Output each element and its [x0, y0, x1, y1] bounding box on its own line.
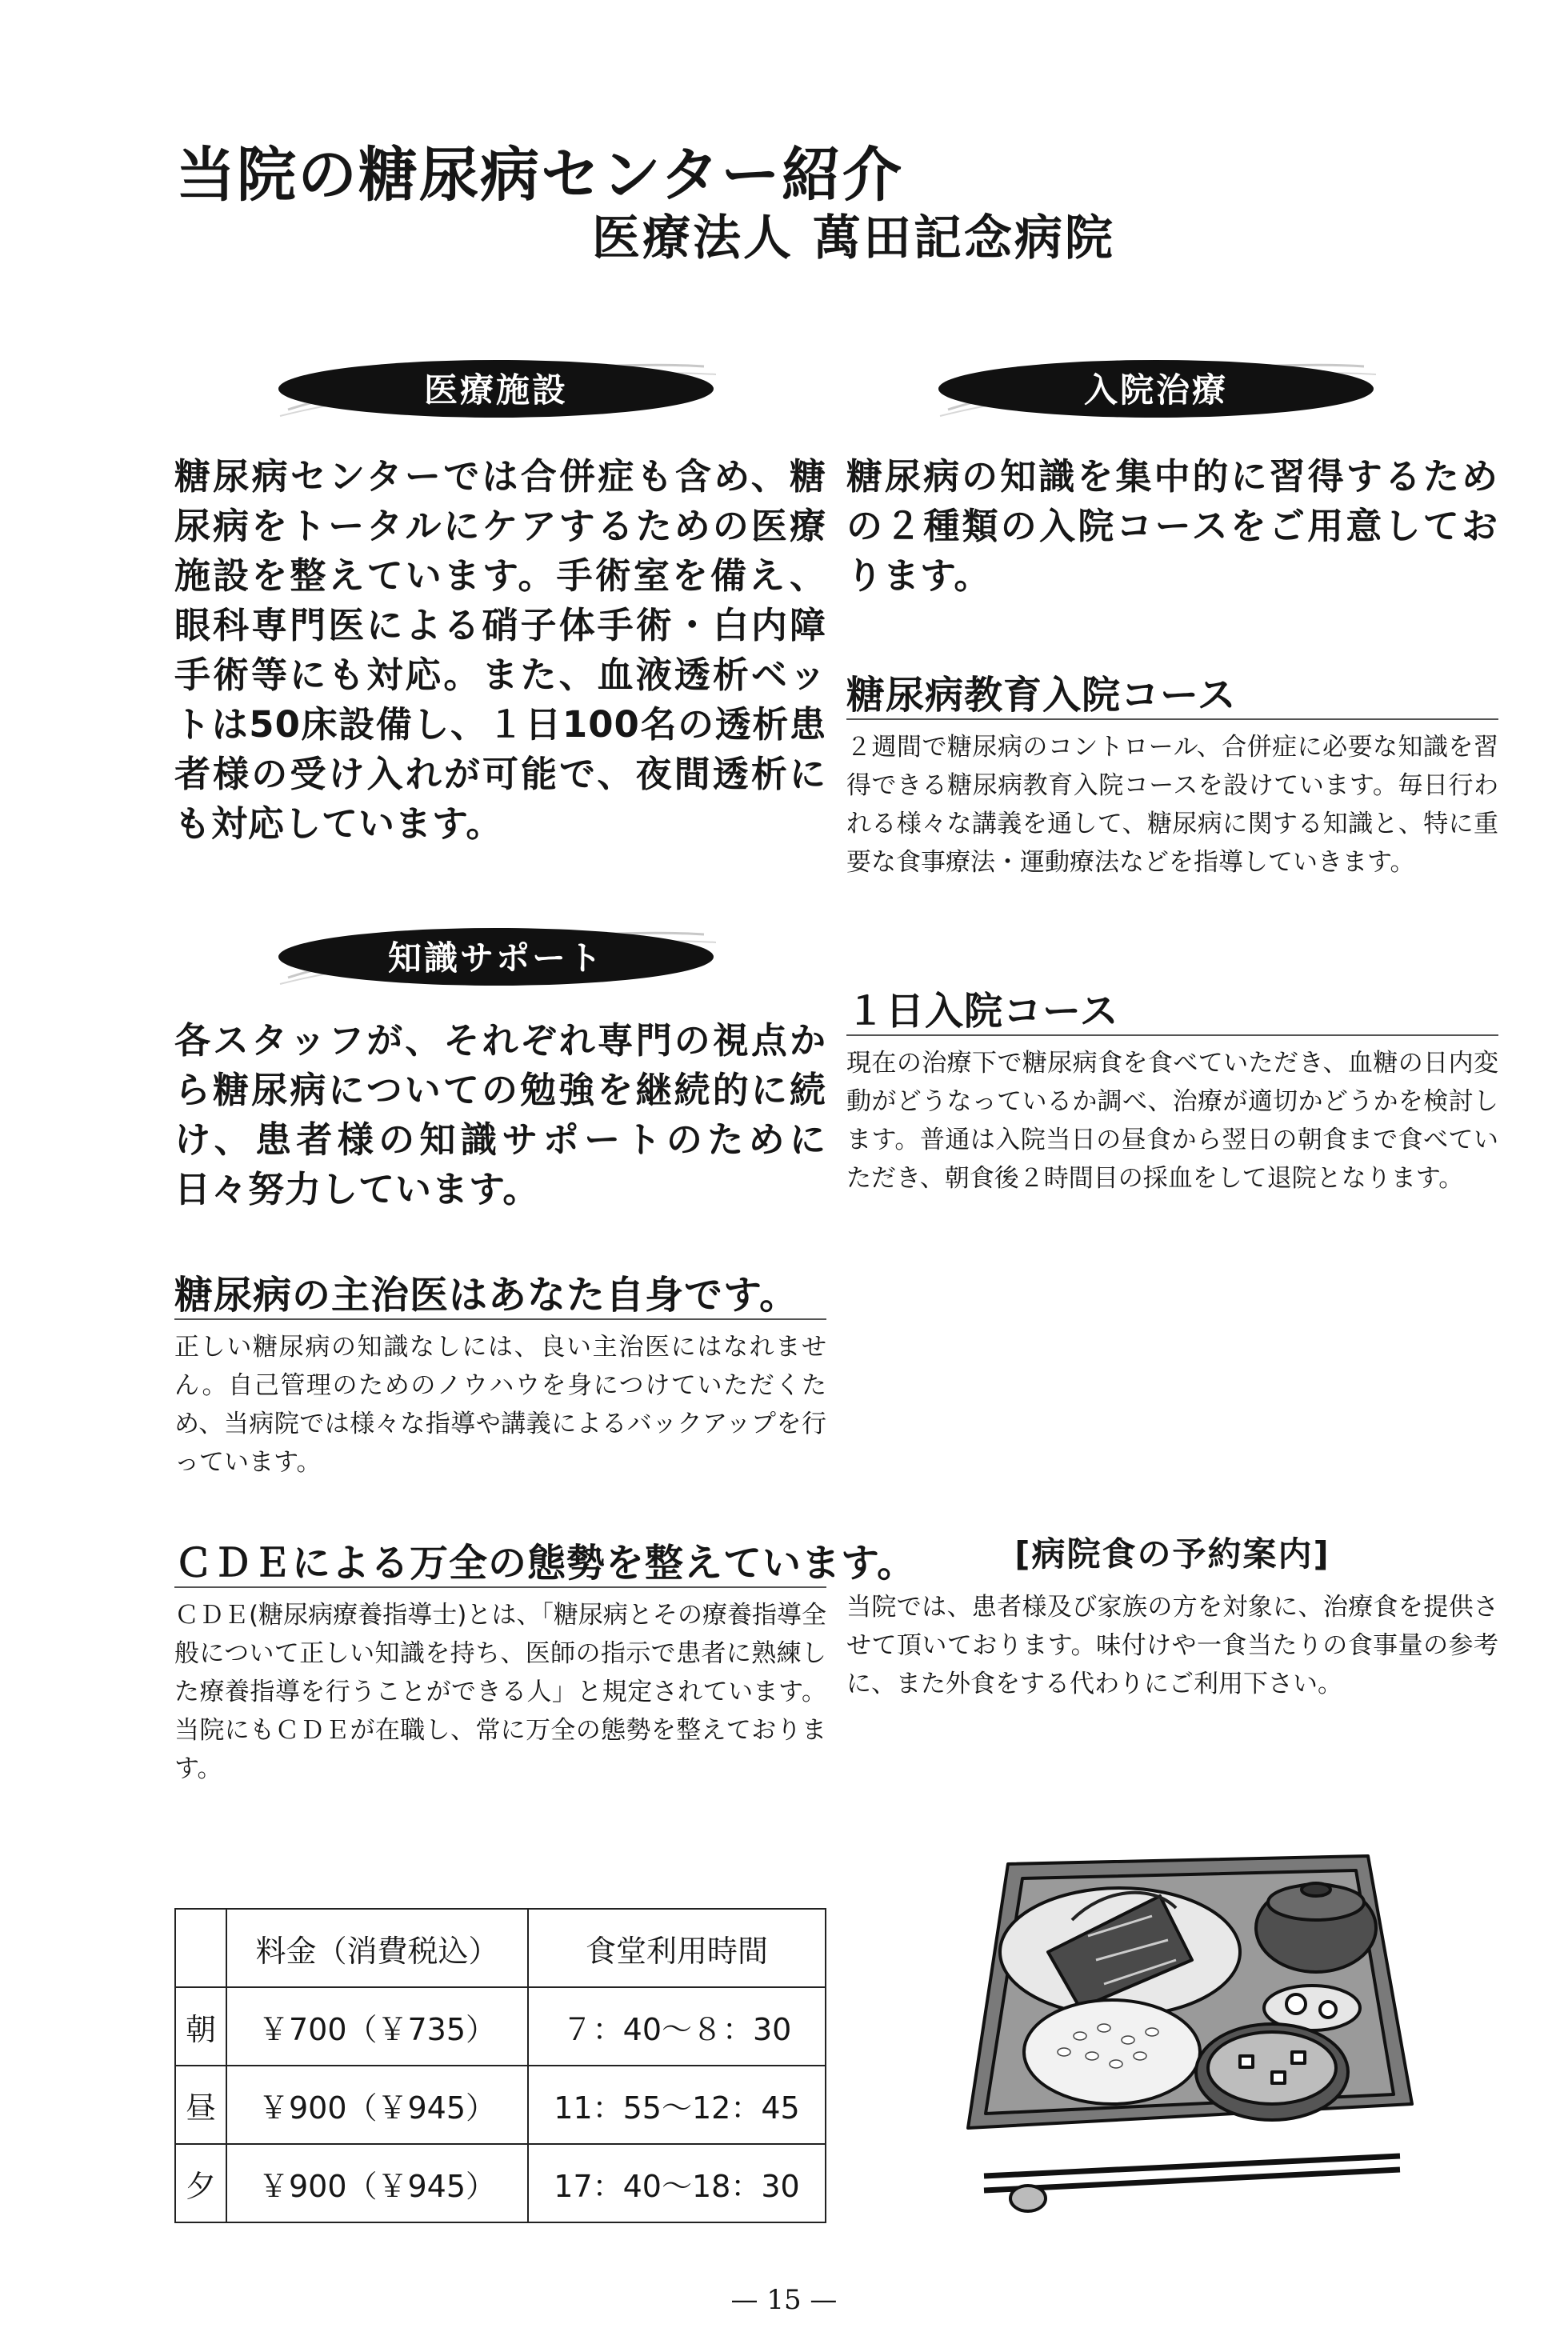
cde-body: ＣＤＥ(糖尿病療養指導士)とは、「糖尿病とその療養指導全般について正しい知識を持ち、医師の指示で患者に熟練した療養指導を行うことができる人」と規定されています。当院にもＣＤＥが在職し、常に万全の態勢を整えております。	[174, 1601, 826, 1783]
pill-label: 入院治療	[1083, 370, 1228, 410]
section-label-inpatient	[932, 352, 1380, 424]
meal-reservation-body: 当院では、患者様及び家族の方を対象に、治療食を提供させて頂いております。味付けや一食当たりの食事量の参考に、また外食をする代わりにご利用下さい。	[846, 1593, 1498, 1698]
cde-heading: ＣＤＥによる万全の態勢を整えています。	[174, 1541, 917, 1586]
divider	[846, 718, 1498, 720]
divider	[174, 1586, 826, 1588]
knowledge-body: 各スタッフが、それぞれ専門の視点から糖尿病についての勉強を継続的に続け、患者様の知識サポートのために日々努力しています。	[174, 1019, 826, 1210]
table-header-cell: 料金（消費税込）	[226, 1909, 528, 1987]
table-cell: ７：40～８：30	[528, 1987, 826, 2066]
organization-name: 医療法人 萬田記念病院	[592, 210, 1115, 266]
table-cell: 朝	[175, 1987, 226, 2066]
inpatient-body: 糖尿病の知識を集中的に習得するための２種類の入院コースをご用意しております。	[846, 455, 1498, 597]
table-cell: ￥700（￥735）	[226, 1987, 528, 2066]
doctor-body: 正しい糖尿病の知識なしには、良い主治医にはなれません。自己管理のためのノウハウを身につけていただくため、当病院では様々な指導や講義によるバックアップを行っています。	[174, 1333, 826, 1477]
divider	[174, 1318, 826, 1320]
pill-label: 医療施設	[423, 370, 568, 410]
day-course-body: 現在の治療下で糖尿病食を食べていただき、血糖の日内変動がどうなっているか調べ、治療が適切かどうかを検討します。普通は入院当日の昼食から翌日の朝食まで食べていただき、朝食後２時間目の採血をして退院となります。	[846, 1049, 1498, 1193]
table-header-row	[175, 1909, 826, 1987]
day-course-heading: １日入院コース	[846, 989, 1119, 1034]
meal-tray-illustration	[952, 1840, 1432, 2224]
divider	[846, 1034, 1498, 1036]
meal-reservation-heading: [病院食の予約案内]	[1014, 1534, 1330, 1574]
table-cell: 昼	[175, 2066, 226, 2144]
table-header-cell: 食堂利用時間	[528, 1909, 826, 1987]
section-label-knowledge	[272, 920, 720, 992]
table-cell: ￥900（￥945）	[226, 2144, 528, 2222]
table-row	[175, 1987, 826, 2066]
table-row	[175, 2144, 826, 2222]
doctor-heading: 糖尿病の主治医はあなた自身です。	[174, 1273, 799, 1318]
education-course-heading: 糖尿病教育入院コース	[846, 673, 1237, 718]
page-title: 当院の糖尿病センター紹介	[176, 141, 904, 210]
page-number: — 15 —	[730, 2284, 838, 2316]
facility-body: 糖尿病センターでは合併症も含め、糖尿病をトータルにケアするための医療施設を整えています。手術室を備え、眼科専門医による硝子体手術・白内障手術等にも対応。また、血液透析ベットは50床設備し、１日100名の透析患者様の受け入れが可能で、夜間透析にも対応しています。	[174, 455, 826, 845]
table-row	[175, 2066, 826, 2144]
table-cell: ￥900（￥945）	[226, 2066, 528, 2144]
section-label-facility	[272, 352, 720, 424]
education-course-body: ２週間で糖尿病のコントロール、合併症に必要な知識を習得できる糖尿病教育入院コースを設けています。毎日行われる様々な講義を通して、糖尿病に関する知識と、特に重要な食事療法・運動療法などを指導していきます。	[846, 733, 1498, 877]
table-header-cell	[175, 1909, 226, 1987]
price-table	[174, 1908, 826, 2223]
pill-label: 知識サポート	[387, 938, 604, 978]
table-cell: 夕	[175, 2144, 226, 2222]
table-cell: 11：55～12：45	[528, 2066, 826, 2144]
table-cell: 17：40～18：30	[528, 2144, 826, 2222]
